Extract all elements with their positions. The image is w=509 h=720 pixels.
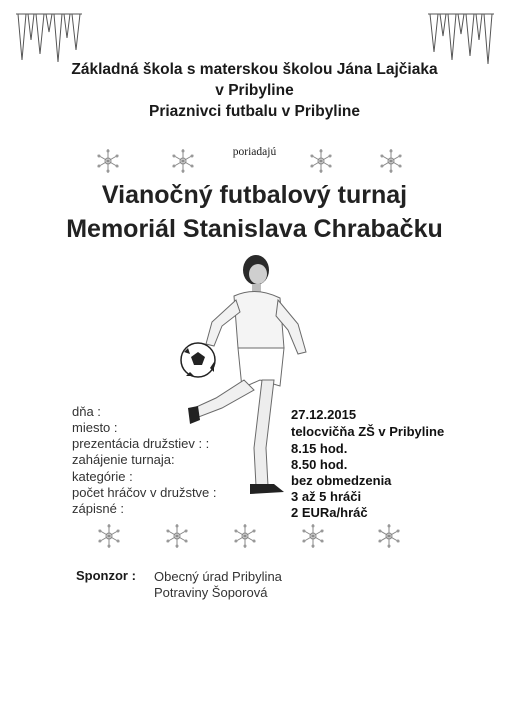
registration-value: 8.15 hod.: [291, 441, 348, 456]
event-subtitle: Memoriál Stanislava Chrabačku: [66, 215, 443, 243]
place-label: miesto :: [72, 420, 118, 435]
sponsor-label: Sponzor :: [76, 568, 136, 583]
date-value: 27.12.2015: [291, 407, 357, 422]
school-name: Základná škola s materskou školou Jána Lajčiaka: [71, 61, 438, 78]
event-title: Vianočný futbalový turnaj: [101, 181, 408, 209]
category-value: bez obmedzenia: [291, 473, 392, 488]
snowflake-icon: [96, 523, 122, 549]
tagline: poriadajú: [232, 146, 277, 158]
registration-label: prezentácia družstiev : :: [72, 436, 210, 451]
category-label: kategórie :: [72, 469, 133, 484]
fee-value: 2 EURa/hráč: [291, 505, 368, 520]
snowflake-icon: [232, 523, 258, 549]
team-size-value: 3 až 5 hráči: [291, 489, 362, 504]
date-label: dňa :: [72, 404, 101, 419]
team-size-label: počet hráčov v družstve :: [72, 485, 217, 500]
start-value: 8.50 hod.: [291, 457, 348, 472]
place-value: telocvičňa ZŠ v Pribyline: [291, 424, 445, 439]
organizer-name: Priaznivci futbalu v Pribyline: [148, 103, 361, 120]
sponsor-name: Obecný úrad Pribylina: [154, 569, 282, 584]
snowflake-icon: [376, 523, 402, 549]
start-label: zahájenie turnaja:: [72, 452, 175, 467]
snowflake-icon: [300, 523, 326, 549]
fee-label: zápisné :: [72, 501, 125, 516]
snowflake-icon: [164, 523, 190, 549]
sponsor-name: Potraviny Šoporová: [154, 585, 268, 600]
school-location: v Pribyline: [215, 82, 294, 99]
